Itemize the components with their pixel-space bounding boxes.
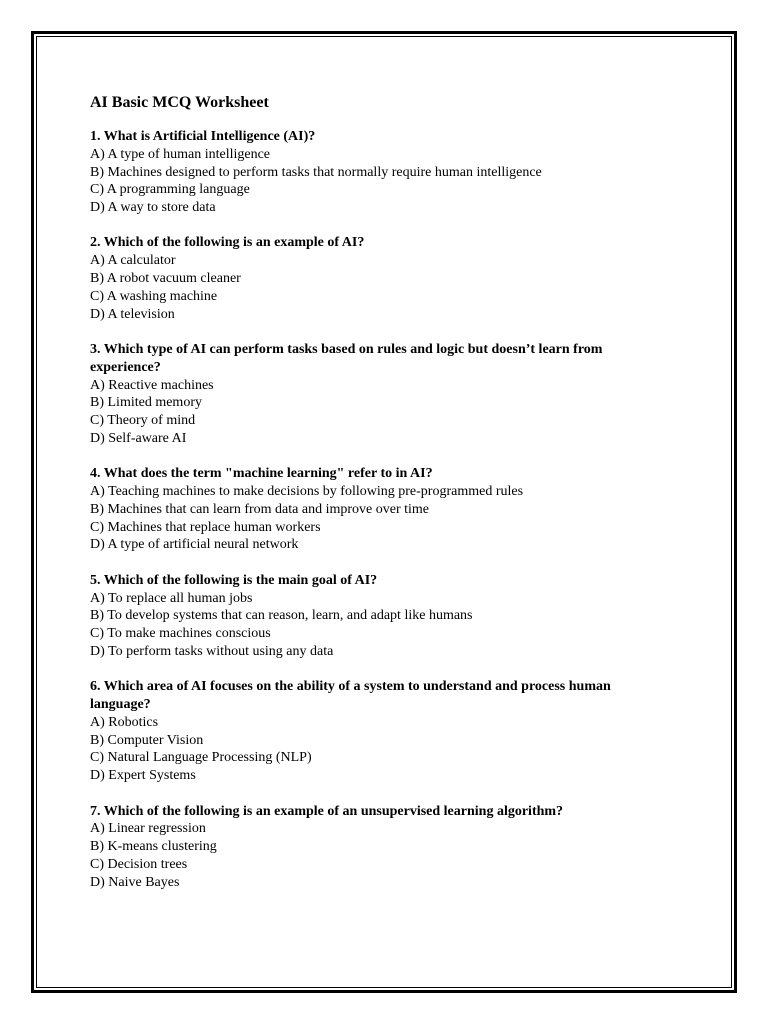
option-b: B) Machines that can learn from data and improve over time: [90, 501, 429, 517]
option-d: D) Naive Bayes: [90, 874, 180, 890]
question-7: [90, 803, 670, 892]
question-5: [90, 572, 670, 661]
option-c: C) Machines that replace human workers: [90, 519, 321, 535]
question-1: [90, 128, 670, 217]
question-text: 5. Which of the following is the main goal of AI?: [90, 572, 378, 588]
option-d: D) A television: [90, 306, 175, 322]
option-d: D) A way to store data: [90, 200, 216, 216]
question-text: 7. Which of the following is an example of an unsupervised learning algorithm?: [90, 803, 564, 819]
question-4: [90, 465, 670, 554]
worksheet-content: [90, 92, 670, 909]
question-6: [90, 678, 670, 785]
option-a: A) A type of human intelligence: [90, 146, 271, 162]
option-c: C) Natural Language Processing (NLP): [90, 750, 312, 766]
question-text: 4. What does the term "machine learning" refer to in AI?: [90, 466, 433, 482]
question-text: 1. What is Artificial Intelligence (AI)?: [90, 129, 316, 144]
question-text: 2. Which of the following is an example of AI?: [90, 235, 365, 251]
question-text: 3. Which type of AI can perform tasks based on rules and logic but doesn’t learn from experience?: [90, 341, 603, 375]
option-a: A) Robotics: [90, 714, 159, 730]
option-c: C) A programming language: [90, 182, 250, 198]
option-d: D) Self-aware AI: [90, 430, 187, 446]
option-b: B) A robot vacuum cleaner: [90, 271, 241, 287]
option-b: B) Machines designed to perform tasks that normally require human intelligence: [90, 164, 542, 180]
option-b: B) Limited memory: [90, 395, 202, 411]
option-d: D) A type of artificial neural network: [90, 537, 299, 553]
option-c: C) A washing machine: [90, 288, 218, 304]
option-c: C) Theory of mind: [90, 413, 196, 429]
option-b: B) K-means clustering: [90, 839, 217, 855]
question-3: [90, 341, 670, 448]
option-a: A) Reactive machines: [90, 377, 214, 393]
option-d: D) To perform tasks without using any data: [90, 643, 334, 659]
question-text: 6. Which area of AI focuses on the ability of a system to understand and process human language?: [90, 679, 611, 713]
option-a: A) To replace all human jobs: [90, 590, 253, 606]
option-a: A) A calculator: [90, 253, 176, 269]
option-c: C) Decision trees: [90, 856, 188, 872]
option-b: B) To develop systems that can reason, learn, and adapt like humans: [90, 608, 473, 624]
option-a: A) Linear regression: [90, 821, 206, 837]
option-a: A) Teaching machines to make decisions by following pre-programmed rules: [90, 484, 524, 500]
option-c: C) To make machines conscious: [90, 626, 271, 642]
option-d: D) Expert Systems: [90, 768, 196, 784]
option-b: B) Computer Vision: [90, 732, 204, 748]
worksheet-title: AI Basic MCQ Worksheet: [90, 94, 269, 111]
question-2: [90, 234, 670, 323]
